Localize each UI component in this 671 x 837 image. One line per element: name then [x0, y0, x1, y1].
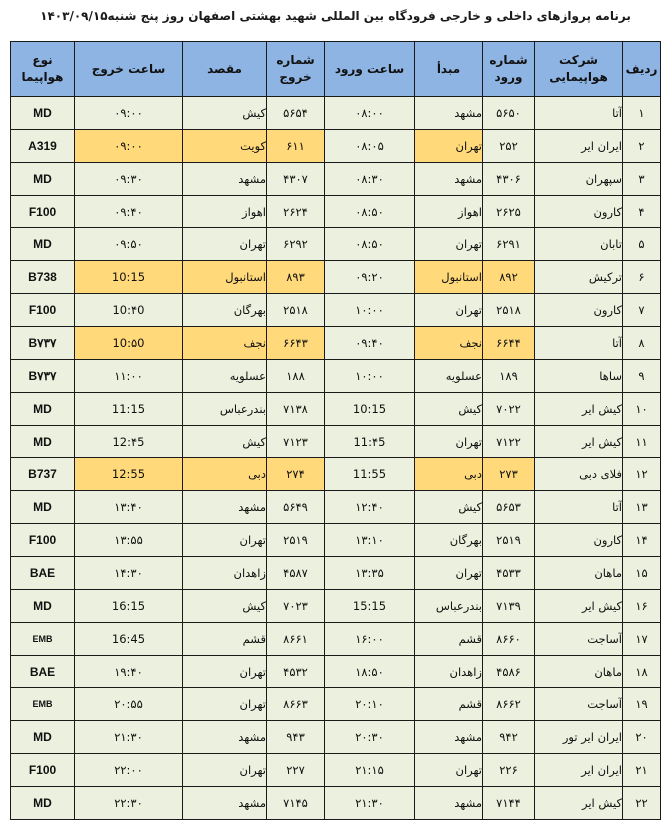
cell-airline: ماهان — [535, 655, 623, 688]
cell-arrival-number: ۷۰۲۲ — [483, 392, 535, 425]
cell-row-number: ۲۱ — [623, 754, 661, 787]
cell-arrival-number: ۴۵۳۳ — [483, 557, 535, 590]
cell-destination: اهواز — [183, 195, 267, 228]
cell-row-number: ۷ — [623, 294, 661, 327]
cell-origin: دبی — [415, 458, 483, 491]
cell-arrival-number: ۹۴۲ — [483, 721, 535, 754]
cell-destination: تهران — [183, 655, 267, 688]
cell-arrival-number: ۵۶۵۳ — [483, 491, 535, 524]
cell-arrival-time: 15:15 — [325, 589, 415, 622]
cell-row-number: ۱۵ — [623, 557, 661, 590]
cell-departure-time: ۰۹:۵۰ — [75, 228, 183, 261]
cell-destination: مشهد — [183, 721, 267, 754]
cell-origin: قشم — [415, 622, 483, 655]
cell-origin: مشهد — [415, 721, 483, 754]
cell-airline: کیش ایر — [535, 787, 623, 820]
cell-origin: تهران — [415, 129, 483, 162]
cell-departure-time: 10:۵0 — [75, 327, 183, 360]
cell-departure-time: 10:15 — [75, 261, 183, 294]
table-row — [11, 228, 661, 261]
cell-arrival-number: ۶۲۹۱ — [483, 228, 535, 261]
table-row — [11, 359, 661, 392]
cell-departure-time: 16:45 — [75, 622, 183, 655]
table-row — [11, 787, 661, 820]
cell-destination: بهرگان — [183, 294, 267, 327]
cell-aircraft-type: MD — [11, 97, 75, 130]
header-aircraft-type: نوع هواپیما — [11, 42, 75, 97]
cell-airline: ایران ایر — [535, 754, 623, 787]
cell-destination: کویت — [183, 129, 267, 162]
header-arrival-time: ساعت ورود — [325, 42, 415, 97]
cell-departure-number: ۲۷۴ — [267, 458, 325, 491]
cell-airline: ایران ایر تور — [535, 721, 623, 754]
cell-arrival-time: ۱۸:۵۰ — [325, 655, 415, 688]
header-airline: شرکت هواپیمایی — [535, 42, 623, 97]
cell-aircraft-type: MD — [11, 228, 75, 261]
cell-arrival-time: 11:۴5 — [325, 425, 415, 458]
cell-origin: نجف — [415, 327, 483, 360]
cell-airline: آتا — [535, 491, 623, 524]
cell-arrival-number: ۴۳۰۶ — [483, 162, 535, 195]
cell-departure-time: ۲۲:۳۰ — [75, 787, 183, 820]
cell-airline: کارون — [535, 195, 623, 228]
cell-departure-number: ۴۵۳۲ — [267, 655, 325, 688]
cell-arrival-time: ۰۸:۰۵ — [325, 129, 415, 162]
cell-origin: زاهدان — [415, 655, 483, 688]
cell-destination: زاهدان — [183, 557, 267, 590]
cell-arrival-time: ۲۰:۱۰ — [325, 688, 415, 721]
cell-airline: کیش ایر — [535, 392, 623, 425]
cell-row-number: ۴ — [623, 195, 661, 228]
cell-departure-number: ۶۶۴۳ — [267, 327, 325, 360]
cell-departure-time: ۲۱:۳۰ — [75, 721, 183, 754]
cell-destination: تهران — [183, 228, 267, 261]
cell-airline: کارون — [535, 294, 623, 327]
header-departure-time: ساعت خروج — [75, 42, 183, 97]
cell-arrival-time: ۱۶:۰۰ — [325, 622, 415, 655]
cell-origin: تهران — [415, 425, 483, 458]
cell-row-number: ۳ — [623, 162, 661, 195]
cell-row-number: ۱۷ — [623, 622, 661, 655]
cell-destination: دبی — [183, 458, 267, 491]
cell-arrival-time: ۱۰:۰۰ — [325, 359, 415, 392]
table-row — [11, 721, 661, 754]
cell-departure-time: ۱۳:۵۵ — [75, 524, 183, 557]
cell-departure-number: ۷۰۲۳ — [267, 589, 325, 622]
cell-aircraft-type: MD — [11, 787, 75, 820]
table-header-row — [11, 42, 661, 97]
cell-airline: سپهران — [535, 162, 623, 195]
cell-departure-number: ۲۲۷ — [267, 754, 325, 787]
cell-arrival-time: ۲۰:۳۰ — [325, 721, 415, 754]
cell-departure-time: 16:15 — [75, 589, 183, 622]
cell-departure-number: ۲۶۲۴ — [267, 195, 325, 228]
cell-arrival-number: ۸۶۶۲ — [483, 688, 535, 721]
cell-departure-number: ۴۵۸۷ — [267, 557, 325, 590]
cell-aircraft-type: B۷۳۷ — [11, 327, 75, 360]
cell-airline: فلای دبی — [535, 458, 623, 491]
cell-destination: عسلویه — [183, 359, 267, 392]
cell-arrival-time: 11:55 — [325, 458, 415, 491]
page-title: برنامه پروازهای داخلی و خارجی فرودگاه بین المللی شهید بهشتی اصفهان روز پنج شنبه۱۴۰۳/۰۹/۱۵ — [40, 9, 631, 23]
cell-destination: مشهد — [183, 162, 267, 195]
cell-airline: آساجت — [535, 622, 623, 655]
header-origin: مبدأ — [415, 42, 483, 97]
cell-destination: کیش — [183, 425, 267, 458]
table-row — [11, 491, 661, 524]
cell-airline: کیش ایر — [535, 425, 623, 458]
cell-arrival-number: ۶۶۴۴ — [483, 327, 535, 360]
cell-arrival-time: ۰۹:۲۰ — [325, 261, 415, 294]
cell-departure-number: ۹۴۳ — [267, 721, 325, 754]
table-row — [11, 557, 661, 590]
cell-arrival-number: ۴۵۸۶ — [483, 655, 535, 688]
header-arrival-number: شماره ورود — [483, 42, 535, 97]
cell-aircraft-type: B738 — [11, 261, 75, 294]
header-row-number: ردیف — [623, 42, 661, 97]
cell-arrival-number: ۱۸۹ — [483, 359, 535, 392]
cell-row-number: ۲ — [623, 129, 661, 162]
cell-departure-number: ۱۸۸ — [267, 359, 325, 392]
cell-arrival-number: ۷۱۴۴ — [483, 787, 535, 820]
table-row — [11, 622, 661, 655]
cell-row-number: ۸ — [623, 327, 661, 360]
cell-destination: تهران — [183, 688, 267, 721]
cell-arrival-number: ۲۲۶ — [483, 754, 535, 787]
cell-origin: بهرگان — [415, 524, 483, 557]
cell-departure-time: ۰۹:۰۰ — [75, 97, 183, 130]
header-departure-number: شماره خروج — [267, 42, 325, 97]
cell-departure-number: ۷۱۴۵ — [267, 787, 325, 820]
cell-origin: عسلویه — [415, 359, 483, 392]
cell-origin: مشهد — [415, 162, 483, 195]
cell-row-number: ۱۸ — [623, 655, 661, 688]
cell-aircraft-type: B۷۳۷ — [11, 359, 75, 392]
cell-arrival-number: ۲۵۱۹ — [483, 524, 535, 557]
cell-arrival-time: 10:15 — [325, 392, 415, 425]
table-row — [11, 129, 661, 162]
cell-destination: قشم — [183, 622, 267, 655]
cell-departure-number: ۷۱۳۸ — [267, 392, 325, 425]
table-row — [11, 294, 661, 327]
cell-aircraft-type: F100 — [11, 524, 75, 557]
cell-departure-time: 12:۴5 — [75, 425, 183, 458]
cell-arrival-time: ۱۲:۴۰ — [325, 491, 415, 524]
cell-arrival-number: ۵۶۵۰ — [483, 97, 535, 130]
cell-departure-time: ۱۱:۰۰ — [75, 359, 183, 392]
cell-airline: کارون — [535, 524, 623, 557]
table-row — [11, 195, 661, 228]
table-row — [11, 162, 661, 195]
cell-row-number: ۹ — [623, 359, 661, 392]
table-row — [11, 754, 661, 787]
table-row — [11, 524, 661, 557]
cell-row-number: ۱۹ — [623, 688, 661, 721]
table-row — [11, 261, 661, 294]
cell-row-number: ۱۱ — [623, 425, 661, 458]
cell-arrival-number: ۷۱۲۲ — [483, 425, 535, 458]
cell-arrival-time: ۰۹:۴۰ — [325, 327, 415, 360]
cell-origin: قشم — [415, 688, 483, 721]
cell-airline: ترکیش — [535, 261, 623, 294]
cell-aircraft-type: MD — [11, 589, 75, 622]
table-row — [11, 688, 661, 721]
cell-origin: کیش — [415, 392, 483, 425]
cell-arrival-time: ۰۸:۵۰ — [325, 195, 415, 228]
cell-destination: کیش — [183, 589, 267, 622]
header-destination: مقصد — [183, 42, 267, 97]
cell-departure-number: ۷۱۲۳ — [267, 425, 325, 458]
cell-destination: نجف — [183, 327, 267, 360]
cell-aircraft-type: MD — [11, 721, 75, 754]
cell-airline: تابان — [535, 228, 623, 261]
cell-airline: آتا — [535, 327, 623, 360]
cell-row-number: ۱۰ — [623, 392, 661, 425]
cell-departure-number: ۶۱۱ — [267, 129, 325, 162]
cell-departure-number: ۸۹۳ — [267, 261, 325, 294]
cell-airline: ماهان — [535, 557, 623, 590]
cell-departure-time: ۰۹:۳۰ — [75, 162, 183, 195]
cell-departure-time: ۱۹:۴۰ — [75, 655, 183, 688]
cell-origin: تهران — [415, 754, 483, 787]
cell-row-number: ۱۳ — [623, 491, 661, 524]
cell-row-number: ۱۴ — [623, 524, 661, 557]
flight-schedule-table — [10, 41, 661, 820]
table-row — [11, 425, 661, 458]
cell-destination: استانبول — [183, 261, 267, 294]
cell-origin: تهران — [415, 228, 483, 261]
cell-arrival-number: ۸۹۲ — [483, 261, 535, 294]
cell-origin: کیش — [415, 491, 483, 524]
cell-origin: مشهد — [415, 97, 483, 130]
cell-departure-time: ۲۰:۵۵ — [75, 688, 183, 721]
cell-airline: ساها — [535, 359, 623, 392]
cell-arrival-number: ۲۶۲۵ — [483, 195, 535, 228]
cell-arrival-number: ۸۶۶۰ — [483, 622, 535, 655]
cell-origin: تهران — [415, 294, 483, 327]
cell-arrival-number: ۲۵۱۸ — [483, 294, 535, 327]
cell-row-number: ۱ — [623, 97, 661, 130]
cell-departure-number: ۸۶۶۱ — [267, 622, 325, 655]
cell-destination: کیش — [183, 97, 267, 130]
cell-arrival-number: ۷۱۳۹ — [483, 589, 535, 622]
cell-row-number: ۶ — [623, 261, 661, 294]
cell-departure-time: 12:55 — [75, 458, 183, 491]
table-row — [11, 392, 661, 425]
cell-aircraft-type: EMB — [11, 688, 75, 721]
table-row — [11, 589, 661, 622]
cell-arrival-time: ۰۸:۰۰ — [325, 97, 415, 130]
cell-destination: مشهد — [183, 787, 267, 820]
cell-arrival-time: ۱۳:۱۰ — [325, 524, 415, 557]
cell-destination: تهران — [183, 524, 267, 557]
cell-departure-number: ۸۶۶۳ — [267, 688, 325, 721]
cell-aircraft-type: BAE — [11, 655, 75, 688]
cell-destination: بندرعباس — [183, 392, 267, 425]
table-row — [11, 327, 661, 360]
cell-aircraft-type: F100 — [11, 754, 75, 787]
cell-aircraft-type: F100 — [11, 294, 75, 327]
cell-arrival-number: ۲۷۳ — [483, 458, 535, 491]
cell-departure-time: ۱۴:۳۰ — [75, 557, 183, 590]
cell-origin: مشهد — [415, 787, 483, 820]
cell-arrival-number: ۲۵۲ — [483, 129, 535, 162]
cell-airline: ایران ایر — [535, 129, 623, 162]
cell-arrival-time: ۱۰:۰۰ — [325, 294, 415, 327]
cell-airline: آتا — [535, 97, 623, 130]
cell-row-number: ۱۶ — [623, 589, 661, 622]
cell-origin: استانبول — [415, 261, 483, 294]
cell-row-number: ۲۰ — [623, 721, 661, 754]
cell-arrival-time: ۲۱:۱۵ — [325, 754, 415, 787]
table-row — [11, 655, 661, 688]
cell-departure-number: ۴۳۰۷ — [267, 162, 325, 195]
cell-airline: آساجت — [535, 688, 623, 721]
cell-aircraft-type: BAE — [11, 557, 75, 590]
cell-aircraft-type: B737 — [11, 458, 75, 491]
cell-aircraft-type: MD — [11, 162, 75, 195]
cell-arrival-time: ۰۸:۳۰ — [325, 162, 415, 195]
cell-departure-number: ۵۶۴۹ — [267, 491, 325, 524]
cell-arrival-time: ۱۳:۳۵ — [325, 557, 415, 590]
cell-departure-number: ۵۶۵۴ — [267, 97, 325, 130]
cell-arrival-time: ۰۸:۵۰ — [325, 228, 415, 261]
cell-departure-time: ۲۲:۰۰ — [75, 754, 183, 787]
cell-departure-time: 11:15 — [75, 392, 183, 425]
table-row — [11, 458, 661, 491]
cell-departure-time: ۱۳:۴۰ — [75, 491, 183, 524]
cell-departure-time: ۰۹:۴۰ — [75, 195, 183, 228]
cell-row-number: ۱۲ — [623, 458, 661, 491]
cell-aircraft-type: MD — [11, 392, 75, 425]
cell-departure-number: ۲۵۱۹ — [267, 524, 325, 557]
cell-arrival-time: ۲۱:۳۰ — [325, 787, 415, 820]
cell-aircraft-type: A319 — [11, 129, 75, 162]
cell-origin: تهران — [415, 557, 483, 590]
cell-airline: کیش ایر — [535, 589, 623, 622]
cell-departure-number: ۶۲۹۲ — [267, 228, 325, 261]
cell-row-number: ۵ — [623, 228, 661, 261]
cell-destination: تهران — [183, 754, 267, 787]
cell-origin: اهواز — [415, 195, 483, 228]
cell-origin: بندرعباس — [415, 589, 483, 622]
cell-departure-time: 10:۴0 — [75, 294, 183, 327]
cell-departure-time: ۰۹:۰۰ — [75, 129, 183, 162]
cell-destination: مشهد — [183, 491, 267, 524]
cell-aircraft-type: MD — [11, 425, 75, 458]
cell-aircraft-type: F100 — [11, 195, 75, 228]
cell-row-number: ۲۲ — [623, 787, 661, 820]
cell-aircraft-type: EMB — [11, 622, 75, 655]
cell-departure-number: ۲۵۱۸ — [267, 294, 325, 327]
table-row — [11, 97, 661, 130]
cell-aircraft-type: MD — [11, 491, 75, 524]
